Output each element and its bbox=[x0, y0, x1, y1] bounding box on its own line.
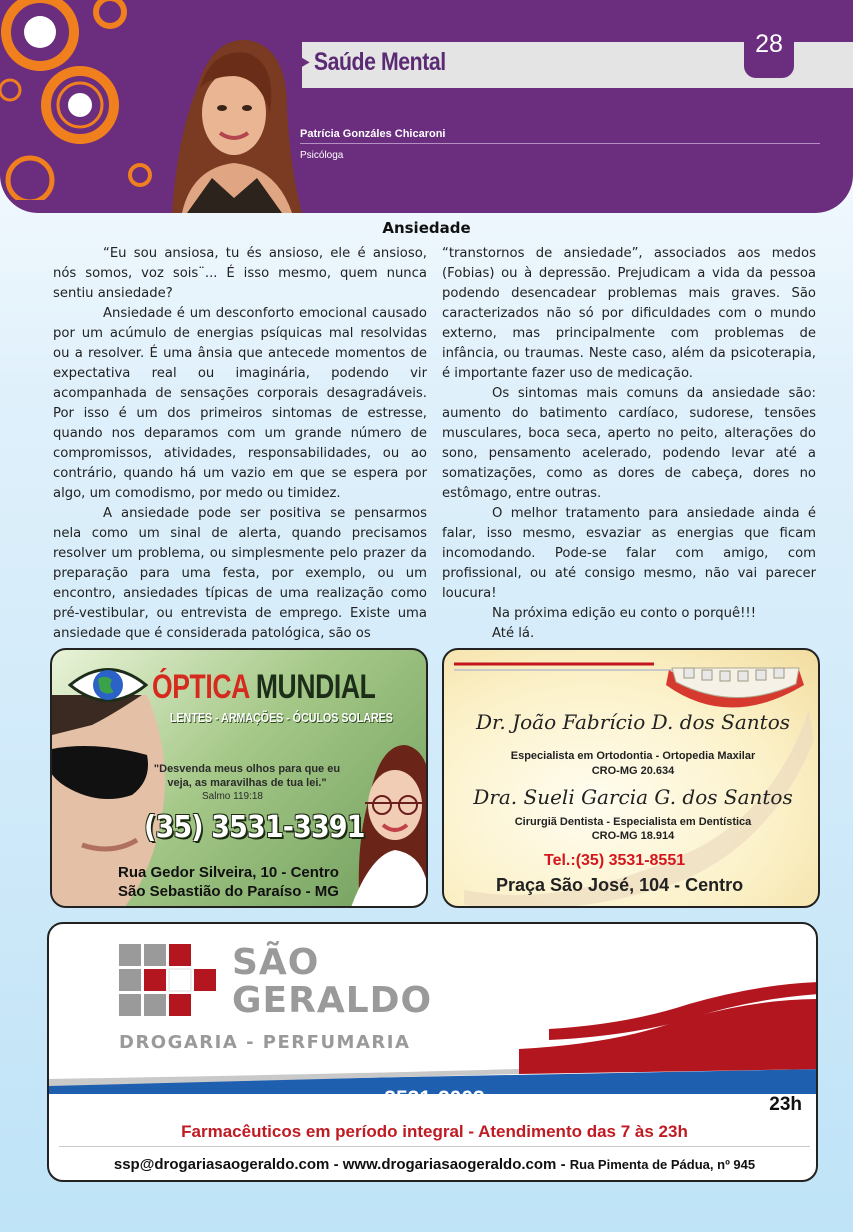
article-column-left bbox=[53, 244, 427, 644]
article-paragraph: Na próxima edição eu conto o porquê!!! bbox=[492, 606, 756, 621]
optica-address: Rua Gedor Silveira, 10 - Centro São Sebastião do Paraíso - MG bbox=[118, 864, 339, 900]
pharmacy-email[interactable]: ssp@drogariasaogeraldo.com bbox=[113, 1156, 330, 1173]
doctor1-specialty: Especialista em Ortodontia - Ortopedia Maxilar bbox=[510, 750, 756, 762]
pharmacy-tagline: DROGARIA - PERFUMARIA bbox=[119, 1032, 411, 1053]
optica-phone[interactable]: (35) 3531-3391 bbox=[144, 810, 365, 845]
dentist-address: Praça São José, 104 - Centro bbox=[496, 875, 744, 895]
ad-drogaria-sao-geraldo[interactable] bbox=[47, 922, 818, 1182]
article-paragraph: A ansiedade pode ser positiva se pensarmos nela como um sinal de alerta, quando precisamos resolver um problema, ou simplesmente pelo prazer da preparação para uma festa, por exemplo, ou um encontro, ansiedades típicas de uma realização como pré-vestibular, ou entrevista de emprego. Existe uma ansiedade que é considerada patológica, são os bbox=[53, 506, 427, 641]
article-paragraph: “transtornos de ansiedade”, associados aos medos (Fobias) ou à depressão. Prejudicam a vida da pessoa podendo desencadear problemas mais graves. São caracterizados não só por dificuldades com o mundo externo, mas principalmente com problemas de infância, ou traumas. Neste caso, além da psicoterapia, é importante fazer uso de medicação. bbox=[442, 246, 816, 381]
triangle-arrow-icon: ▶ bbox=[300, 53, 309, 69]
optica-brand: ÓPTICA MUNDIAL bbox=[152, 668, 376, 706]
page-header bbox=[0, 0, 853, 213]
author-name: Patrícia Gonzáles Chicaroni bbox=[300, 128, 446, 140]
author-photo bbox=[152, 18, 302, 213]
dentist-phone[interactable]: Tel.:(35) 3531-8551 bbox=[544, 852, 686, 869]
article-paragraph: “Eu sou ansiosa, tu és ansioso, ele é ansioso, nós somos, voz sois¨... É isso mesmo, quem nunca sentiu ansiedade? bbox=[53, 246, 427, 301]
author-divider bbox=[300, 143, 820, 144]
eye-globe-icon bbox=[68, 662, 148, 708]
ad-dentist[interactable] bbox=[442, 648, 820, 908]
page-number: 28 bbox=[744, 20, 794, 78]
article-column-right bbox=[442, 244, 816, 644]
cross-logo-icon bbox=[119, 944, 219, 1024]
pharmacy-service-text: Farmacêuticos em período integral - Atendimento das 7 às 23h bbox=[181, 1122, 688, 1141]
section-title: ▶ Saúde Mental bbox=[300, 48, 446, 76]
article-paragraph: Os sintomas mais comuns da ansiedade são: aumento do batimento cardíaco, sudorese, tensões musculares, boca seca, aperto no peito, alterações do sono, pensamento acelerado, podendo levar até a somatizações, como as dores de cabeça, dores no estômago, entre outras. bbox=[442, 386, 816, 501]
optica-subtitle: LENTES - ARMAÇÕES - ÓCULOS SOLARES bbox=[170, 710, 393, 725]
author-role: Psicóloga bbox=[300, 150, 344, 161]
pharmacy-divider bbox=[59, 1146, 810, 1147]
pharmacy-contact: ssp@drogariasaogeraldo.com - www.drogariasaogeraldo.com - Rua Pimenta de Pádua, nº 945 bbox=[113, 1156, 756, 1173]
article-title: Ansiedade bbox=[382, 219, 471, 237]
doctor2-cro: CRO-MG 18.914 bbox=[591, 830, 675, 842]
pharmacy-hours-badge: 23h bbox=[769, 1094, 802, 1115]
doctor1-cro: CRO-MG 20.634 bbox=[591, 765, 675, 777]
optica-quote: "Desvenda meus olhos para que eu veja, as maravilhas de tua lei." bbox=[153, 763, 341, 789]
pharmacy-phone[interactable]: 3531-2003 bbox=[384, 1087, 485, 1110]
decorative-rings-icon bbox=[0, 0, 160, 200]
pharmacy-address: Rua Pimenta de Pádua, nº 945 bbox=[569, 1157, 756, 1172]
optica-quote-reference: Salmo 119:18 bbox=[202, 791, 263, 802]
doctor2-name: Dra. Sueli Garcia G. dos Santos bbox=[473, 785, 793, 809]
ad-optica-mundial[interactable] bbox=[50, 648, 428, 908]
pharmacy-name: SÃO GERALDO bbox=[232, 942, 433, 1021]
article-paragraph: Ansiedade é um desconforto emocional causado por um acúmulo de energias psíquicas mal resolvidas ou a resolver. É uma ânsia que antecede momentos de expectativa real ou imaginária, podendo vir acompanhada de sensações corporais desagradáveis. Por isso é um dos primeiros sintomas de estresse, quando nos deparamos com um grande número de compromissos, atividades, responsabilidades, ou ao contrário, quando há um vazio em que se espera por algo, um comodismo, por medo ou timidez. bbox=[53, 306, 427, 501]
article-paragraph: Até lá. bbox=[492, 626, 535, 641]
doctor1-name: Dr. João Fabrício D. dos Santos bbox=[475, 710, 791, 734]
pharmacy-website[interactable]: www.drogariasaogeraldo.com bbox=[342, 1156, 557, 1173]
doctor2-specialty: Cirurgiã Dentista - Especialista em Dentística bbox=[514, 816, 752, 828]
article-paragraph: O melhor tratamento para ansiedade ainda é falar, isso mesmo, esvaziar as energias que ficam incomodando. Pode-se falar com amigo, com profissional, ou até consigo mesmo, não vai parecer loucura! bbox=[442, 506, 816, 601]
